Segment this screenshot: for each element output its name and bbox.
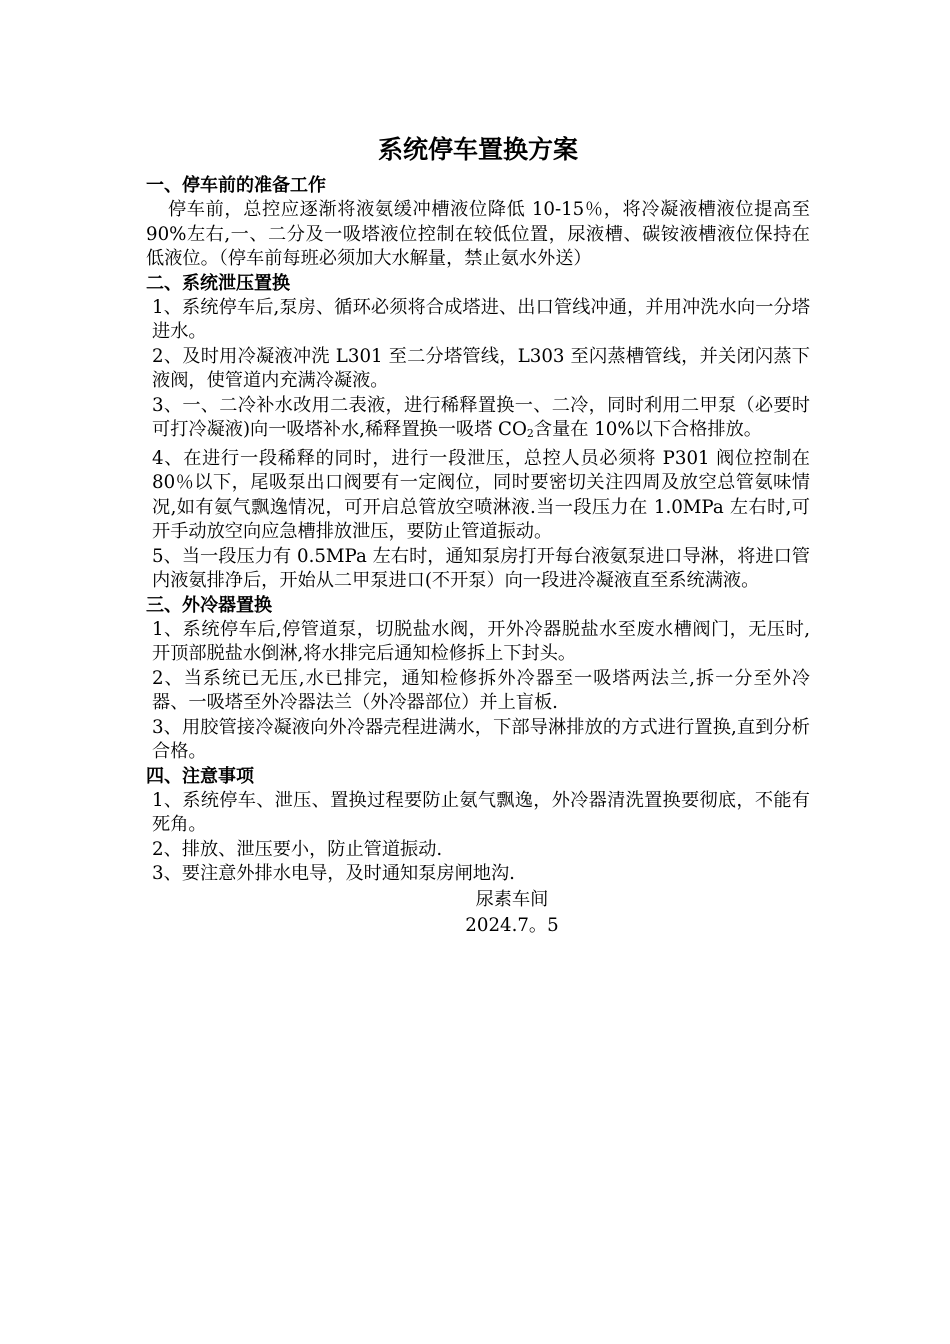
list-item: 1、系统停车后,停管道泵，切脱盐水阀，开外冷器脱盐水至废水槽阀门，无压时,开顶部脱盐水倒淋,将水排完后通知检修拆上下封头。 (152, 618, 810, 664)
list-item: 3、要注意外排水电导，及时通知泵房闸地沟. (152, 863, 515, 884)
list-item: 1、系统停车后,泵房、循环必须将合成塔进、出口管线冲通，并用冲洗水向一分塔进水。 (152, 296, 810, 342)
section-external-cooler (146, 594, 810, 765)
list-item: 4、在进行一段稀释的同时，进行一段泄压，总控人员必须将 P301 阀位控制在 80％以下，尾吸泵出口阀要有一定阀位，同时要密切关注四周及放空总管氨味情况,如有氨气飘逸情况，可开启总管放空喷淋液.当一段压力在 1.0MPa 左右时,可开手动放空向应急槽排放泄压，要防止管道振动。 (152, 447, 810, 542)
paragraph: 停车前，总控应逐渐将液氨缓冲槽液位降低 10-15％，将冷凝液槽液位提高至 90%左右,一、二分及一吸塔液位控制在较低位置，尿液槽、碳铵液槽液位保持在低液位。（停车前每班必须加大水解量，禁止氨水外送） (146, 199, 810, 269)
section-preparation (146, 174, 810, 272)
list-item (146, 394, 810, 447)
list-item: 5、当一段压力有 0.5MPa 左右时，通知泵房打开每台液氨泵进口导淋，将进口管内液氨排净后，开始从二甲泵进口(不开泵）向一段进冷凝液直至系统满液。 (152, 545, 810, 591)
signature-block (146, 887, 810, 939)
list-item: 2、当系统已无压,水已排完，通知检修拆外冷器至一吸塔两法兰,拆一分至外冷器、一吸塔至外冷器法兰（外冷器部位）并上盲板. (152, 667, 810, 713)
list-item: 1、系统停车、泄压、置换过程要防止氨气飘逸，外冷器清洗置换要彻底，不能有死角。 (152, 789, 810, 835)
list-item: 2、排放、泄压要小，防止管道振动. (152, 838, 443, 860)
section-heading: 四、注意事项 (146, 765, 254, 787)
section-depressurize-replace (146, 272, 810, 594)
list-item: 3、用胶管接冷凝液向外冷器壳程进满水，下部导淋排放的方式进行置换,直到分析合格。 (152, 716, 810, 762)
section-heading: 二、系统泄压置换 (146, 272, 290, 294)
section-heading: 三、外冷器置换 (146, 594, 272, 616)
list-item-text: 含量在 10%以下合格排放。 (533, 419, 762, 440)
subscript: 2 (526, 427, 534, 440)
signature-date: 2024.7。5 (465, 914, 559, 936)
page-title: 系统停车置换方案 (377, 135, 578, 164)
signature-department: 尿素车间 (475, 888, 549, 910)
list-item: 2、及时用冷凝液冲洗 L301 至二分塔管线，L303 至闪蒸槽管线，并关闭闪蒸下液阀，使管道内充满冷凝液。 (152, 345, 810, 391)
section-heading: 一、停车前的准备工作 (146, 175, 326, 196)
section-precautions (146, 765, 810, 887)
list-item-text: 3、一、二冷补水改用二表液，进行稀释置换一、二冷，同时利用二甲泵（必要时可打冷凝液)向一吸塔补水,稀释置换一吸塔 CO (152, 394, 810, 440)
document-page (146, 130, 810, 939)
